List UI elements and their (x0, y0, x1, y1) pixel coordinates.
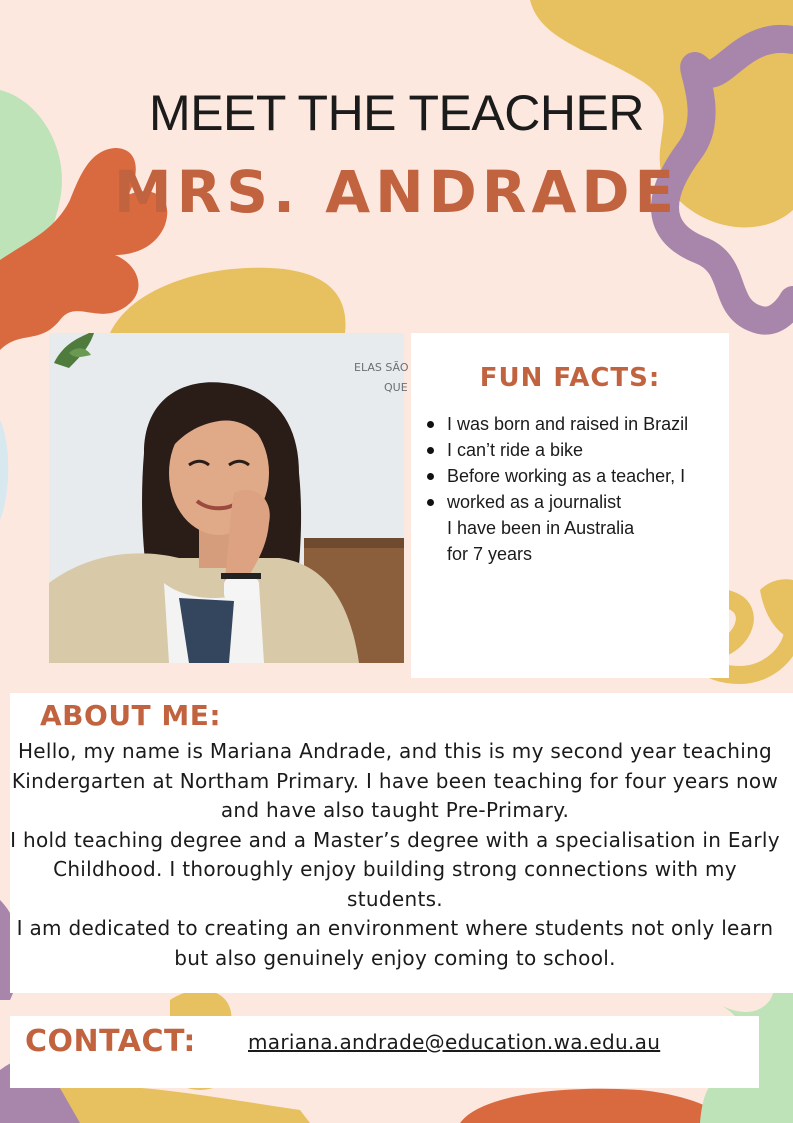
list-item (425, 489, 688, 567)
wall-sign-line2: QUE (384, 381, 408, 394)
fun-facts-title: FUN FACTS: (479, 363, 661, 393)
bullet-icon (427, 473, 434, 480)
fun-facts-card (411, 333, 729, 678)
teacher-photo-illustration (49, 333, 409, 663)
list-item (425, 463, 688, 489)
fact-continuation-text: for 7 years (447, 544, 533, 564)
fact-continuation-text: I have been in Australia (447, 518, 635, 538)
about-me-text (10, 737, 780, 973)
fun-facts-list (425, 411, 688, 567)
teacher-photo (49, 333, 409, 663)
fact-text: worked as a journalist (447, 492, 622, 512)
about-paragraph: I am dedicated to creating an environment where students not only learn but also genuinely enjoy coming to school. (16, 916, 774, 970)
list-item (425, 437, 688, 463)
about-me-card (10, 693, 793, 993)
yellow-blob-middle (110, 268, 346, 333)
bullet-icon (427, 421, 434, 428)
page-title: MEET THE TEACHER (149, 85, 644, 141)
contact-title: CONTACT: (25, 1024, 196, 1059)
blue-edge-shape (0, 420, 8, 520)
yellow-band-bottom (60, 1086, 310, 1123)
about-paragraph: I hold teaching degree and a Master’s degree with a specialisation in Early Childhood. I thoroughly enjoy building strong connections with my students. (10, 827, 780, 911)
bullet-icon (427, 499, 434, 506)
fact-text: I can’t ride a bike (447, 440, 584, 460)
wall-sign-line1: ELAS SÃO (354, 361, 409, 374)
about-me-title: ABOUT ME: (40, 699, 222, 732)
teacher-name: MRS. ANDRADE (113, 158, 680, 226)
bullet-icon (427, 447, 434, 454)
list-item (425, 411, 688, 437)
fact-text: I was born and raised in Brazil (447, 414, 689, 434)
fact-text: Before working as a teacher, I (447, 466, 686, 486)
contact-email-link[interactable]: mariana.andrade@education.wa.edu.au (248, 1030, 661, 1054)
orange-blob-bottom-right (460, 1089, 730, 1123)
contact-card (10, 1016, 759, 1088)
yellow-blob-right (760, 579, 793, 640)
about-paragraph: Hello, my name is Mariana Andrade, and this is my second year teaching Kindergarten at Northam Primary. I have been teaching for four years now and have also taught Pre-Primary. (11, 739, 779, 822)
